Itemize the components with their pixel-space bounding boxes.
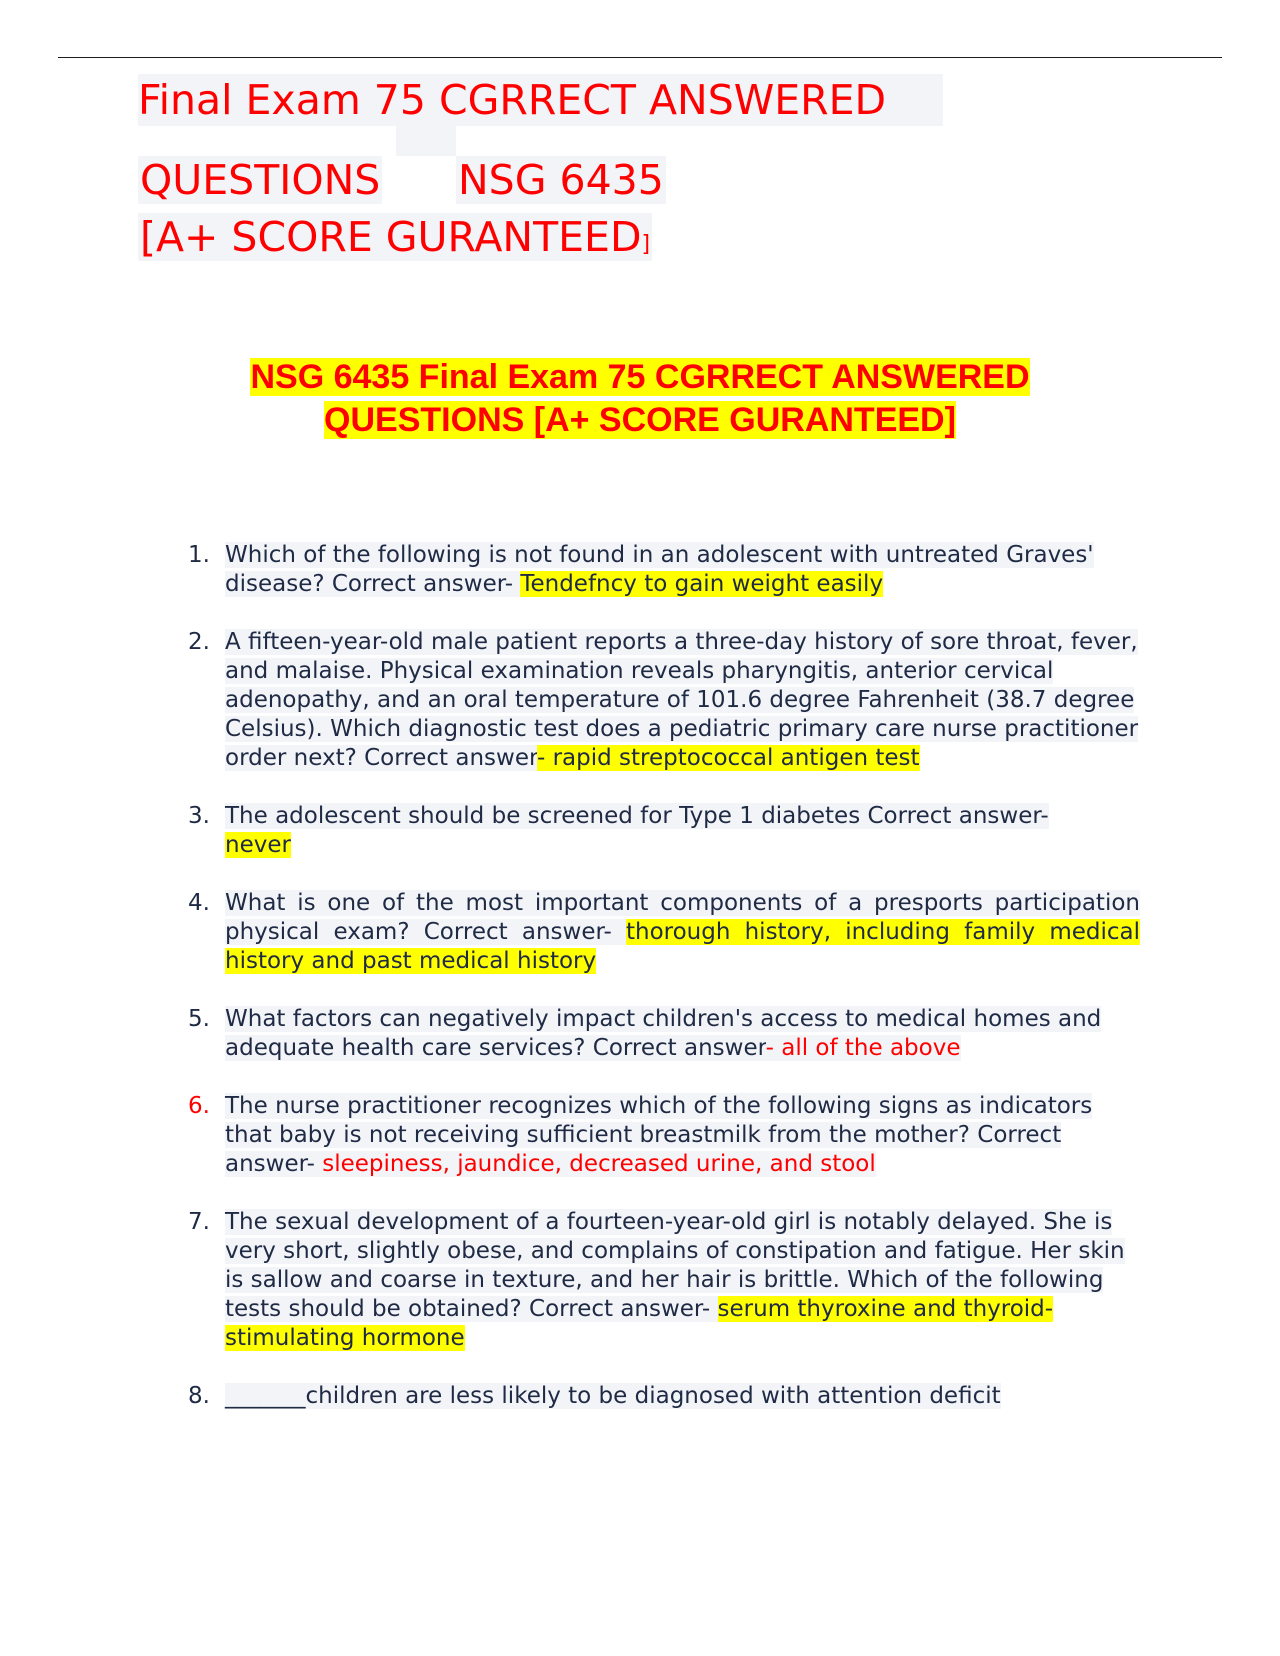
cover-title-line-3 [138, 211, 652, 271]
question-text: What factors can negatively impact children's access to medical homes and adequate health care services? Correct answer [225, 1006, 1102, 1061]
question-answer: never [225, 832, 291, 858]
question-text: The sexual development of a fourteen-year-old girl is notably delayed. She is very short, slightly obese, and complains of constipation and fatigue. Her skin is sallow and coarse in texture, and her hair is brittle. Which of the following tests should be obtained? Correct answer- [225, 1209, 1125, 1322]
question-text: A fifteen-year-old male patient reports a three-day history of sore throat, fever, and malaise. Physical examination reveals pharyngitis, anterior cervical adenopathy, and an oral temperature of 101.6 degree Fahrenheit (38.7 degree Celsius). Which diagnostic test does a pediatric primary care nurse practitioner order next? Correct answer [225, 629, 1139, 771]
cover-title-line-2a [138, 154, 382, 206]
cover-title-line-2b [456, 154, 666, 206]
question-item [180, 802, 1140, 860]
question-answer: Tendefncy to gain weight easily [520, 571, 884, 597]
question-text: Which of the following is not found in an adolescent with untreated Graves' disease? Correct answer- [225, 542, 1094, 597]
question-item [180, 1092, 1140, 1179]
question-list [180, 541, 1140, 1440]
question-number: 6. [188, 1093, 210, 1119]
question-item [180, 1005, 1140, 1063]
question-answer: - all of the above [765, 1035, 961, 1061]
question-number: 4. [188, 890, 210, 916]
title-background-gap [396, 126, 456, 156]
question-answer: thorough history, including family medical history and past medical history [225, 919, 1140, 974]
question-item [180, 1382, 1140, 1411]
question-number: 8. [188, 1383, 210, 1409]
heading-line-2: QUESTIONS [A+ SCORE GURANTEED] [324, 401, 956, 439]
question-number: 2. [188, 629, 210, 655]
question-text: _______children are less likely to be diagnosed with attention deficit [225, 1383, 1001, 1409]
question-answer: serum thyroxine and thyroid-stimulating hormone [225, 1296, 1054, 1351]
question-item [180, 628, 1140, 773]
question-item [180, 541, 1140, 599]
question-number: 3. [188, 803, 210, 829]
question-text: The adolescent should be screened for Type 1 diabetes Correct answer- [225, 803, 1049, 829]
question-item [180, 1208, 1140, 1353]
question-answer: sleepiness, jaundice, decreased urine, and stool [322, 1151, 876, 1177]
question-number: 1. [188, 542, 210, 568]
cover-title-course: NSG 6435 [458, 156, 664, 204]
document-heading [140, 356, 1140, 442]
cover-title-questions: QUESTIONS [140, 156, 381, 204]
question-answer: - rapid streptococcal antigen test [536, 745, 920, 771]
question-number: 7. [188, 1209, 210, 1235]
cover-title-bracket: ] [641, 232, 651, 257]
question-text: What is one of the most important components of a presports participation physical exam? Correct answer- [225, 890, 1140, 945]
cover-title-line-1: Final Exam 75 CGRRECT ANSWERED [138, 76, 887, 124]
heading-line-1: NSG 6435 Final Exam 75 CGRRECT ANSWERED [250, 358, 1030, 396]
top-rule [58, 57, 1222, 58]
question-number: 5. [188, 1006, 210, 1032]
cover-title-score: [A+ SCORE GURANTEED [140, 213, 642, 261]
question-text: The nurse practitioner recognizes which of the following signs as indicators that baby is not receiving sufficient breastmilk from the mother? Correct answer- [225, 1093, 1093, 1177]
question-item [180, 889, 1140, 976]
